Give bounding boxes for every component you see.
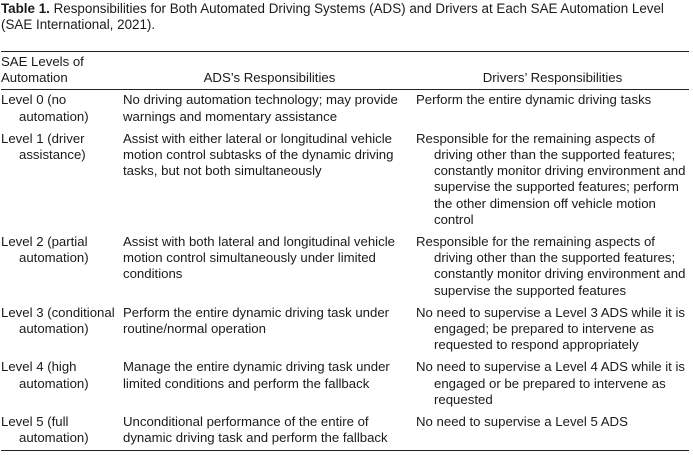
- header-sae-levels: SAE Levels of Automation: [1, 54, 84, 86]
- cell-level: Level 0 (no automation): [1, 92, 89, 124]
- cell-driver: Responsible for the remaining aspects of driving other than the supported features; constantly monitor driving environment and supervise the supported features; perform the other dimension off vehicle motion control: [416, 130, 686, 227]
- table-row: [1, 357, 689, 412]
- cell-level: Level 4 (high automation): [1, 359, 89, 391]
- cell-ads: Manage the entire dynamic driving task under limited conditions and perform the fallback: [123, 359, 390, 391]
- table-header-row: [1, 52, 689, 90]
- cell-level: Level 2 (partial automation): [1, 234, 89, 266]
- cell-driver: Perform the entire dynamic driving tasks: [416, 92, 652, 108]
- cell-driver: No need to supervise a Level 5 ADS: [416, 414, 628, 430]
- header-ads-responsibilities: ADS’s Responsibilities: [203, 70, 336, 86]
- table-header: [1, 52, 689, 90]
- cell-level: Level 5 (full automation): [1, 414, 89, 446]
- cell-driver: Responsible for the remaining aspects of driving other than the supported features; constantly monitor driving environment and supervise the supported features: [416, 234, 686, 298]
- table-row: [1, 129, 689, 232]
- cell-driver: No need to supervise a Level 4 ADS while it is engaged or be prepared to intervene as requested: [416, 359, 686, 407]
- table-caption-label: Table 1.: [1, 1, 50, 16]
- cell-ads: No driving automation technology; may provide warnings and momentary assistance: [123, 92, 398, 124]
- table-caption: [1, 0, 689, 33]
- table-caption-text: Responsibilities for Both Automated Driving Systems (ADS) and Drivers at Each SAE Automation Level (SAE International, 2021).: [1, 1, 664, 32]
- table-row: [1, 90, 689, 129]
- table-row: [1, 232, 689, 303]
- cell-ads: Assist with either lateral or longitudinal vehicle motion control subtasks of the dynamic driving tasks, but not both simultaneously: [123, 130, 394, 179]
- cell-ads: Assist with both lateral and longitudinal vehicle motion control simultaneously under limited conditions: [123, 234, 395, 282]
- table-body: [1, 90, 689, 451]
- cell-ads: Perform the entire dynamic driving task under routine/normal operation: [123, 304, 390, 337]
- cell-level: Level 3 (conditional automation): [1, 304, 115, 337]
- cell-ads: Unconditional performance of the entire of dynamic driving task and perform the fallback: [123, 414, 388, 446]
- table-row: [1, 412, 689, 451]
- cell-level: Level 1 (driver assistance): [1, 130, 86, 163]
- table-row: [1, 303, 689, 358]
- cell-driver: No need to supervise a Level 3 ADS while it is engaged; be prepared to intervene as requested to respond appropriately: [416, 304, 686, 353]
- header-drivers-responsibilities: Drivers’ Responsibilities: [482, 70, 623, 86]
- responsibilities-table: [1, 51, 689, 451]
